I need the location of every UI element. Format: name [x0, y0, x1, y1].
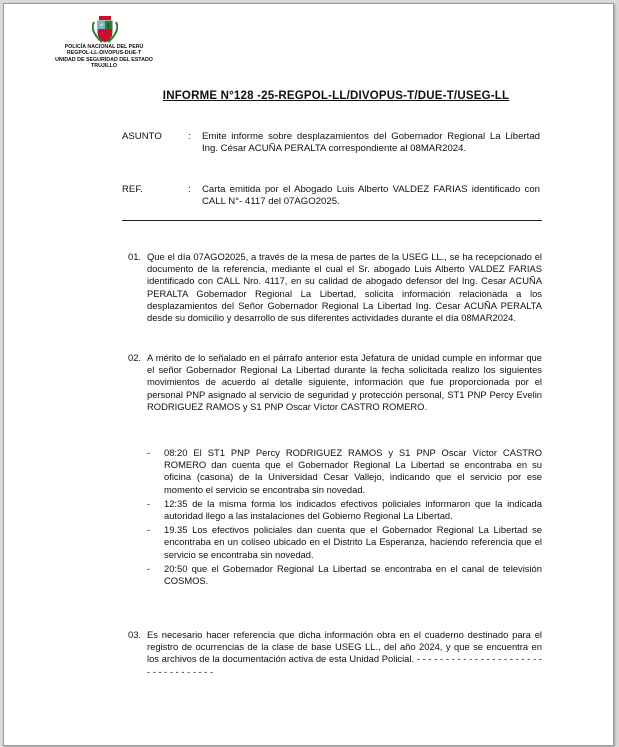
list-item-text: 20:50 que el Gobernador Regional La Libertad se encontraba en el canal de televisión COSMOS.: [164, 562, 542, 587]
header-divider: [122, 220, 542, 221]
peru-coat-of-arms-icon: [92, 15, 118, 45]
ref-label: REF.: [122, 184, 143, 195]
institution-line: UNIDAD DE SEGURIDAD DEL ESTADO: [55, 56, 153, 63]
asunto-label: ASUNTO: [122, 131, 162, 142]
institution-line: REGPOL-LL-DIVOPUS-DUE-T: [66, 50, 142, 57]
list-item: [147, 447, 542, 496]
bullet-dash: -: [147, 447, 151, 458]
bullet-dash: -: [147, 562, 151, 574]
document-page: [3, 3, 614, 746]
ref-text: Carta emitida por el Abogado Luis Alberto VALDEZ FARIAS identificado con CALL N°- 4117 del 07AGO2025.: [202, 184, 540, 207]
list-item: [147, 524, 542, 561]
document-title: INFORME N°128 -25-REGPOL-LL/DIVOPUS-T/DUE-T/USEG-LL: [162, 90, 510, 102]
paragraph-text: Que el día 07AGO2025, a través de la mesa de partes de la USEG LL., se ha recepcionado el documento de la referencia, mediante el cual el Sr. abogado Luis Alberto VALDEZ FARIAS identificado con CALL Nro. 4117, en su calidad de abogado defensor del Ing. Cesar ACUÑA PERALTA Gobernador Regional La Libertad, solicita información relacionada a los desplazamientos del Señor Gobernador Regional La Libertad Ing. Cesar ACUÑA PERALTA desde su domicilio y desarrollo de sus diferentes actividades durante el día 08MAR2024.: [147, 251, 542, 324]
bullet-dash: -: [147, 524, 151, 536]
paragraph-number: 03.: [128, 629, 142, 640]
institution-header: [38, 44, 170, 70]
paragraph-text: Es necesario hacer referencia que dicha información obra en el cuaderno destinado para el registro de ocurrencias de la clase de base USEG LL., del año 2024, y que se encuentra en los archivos de la documentación activa de esta Unidad Policial. - - - - - - - - - - - - - - - - - - - - - - - - - - - - - - - - - -: [147, 629, 542, 677]
list-item-text: 12:35 de la misma forma los indicados efectivos policiales informaron que la indicada autoridad llego a las instalaciones del Gobierno Regional La Libertad.: [164, 497, 542, 522]
asunto-colon: :: [188, 131, 191, 142]
list-item: [147, 498, 542, 522]
list-item-text: 08:20 El ST1 PNP Percy RODRIGUEZ RAMOS y S1 PNP Oscar Víctor CASTRO ROMERO dan cuenta que el Gobernador Regional La Libertad se encontraba en su oficina (casona) de la Universidad Cesar Vallejo, indicando que el servicio por ese momento el servicio se encontraba sin novedad.: [164, 447, 542, 495]
ref-colon: :: [188, 184, 191, 195]
asunto-text: Emite informe sobre desplazamientos del Gobernador Regional La Libertad Ing. César ACUÑA PERALTA correspondiente al 08MAR2024.: [202, 131, 540, 154]
bullet-dash: -: [147, 497, 151, 509]
paragraph-number: 02.: [128, 352, 142, 363]
institution-line: POLICÍA NACIONAL DEL PERÚ: [64, 44, 144, 50]
movement-list: [147, 447, 542, 587]
list-item-text: 19.35 Los efectivos policiales dan cuenta que el Gobernador Regional La Libertad se encontraba en un coliseo ubicado en el Distrito La Esperanza, haciendo referencia que el servicio se encontraba sin novedad.: [164, 524, 542, 560]
list-item: [147, 563, 542, 587]
paragraph-number: 01.: [128, 251, 142, 262]
institution-line: TRUJILLO: [91, 63, 117, 70]
paragraph-text: A mérito de lo señalado en el párrafo anterior esta Jefatura de unidad cumple en informar que el señor Gobernador Regional La Libertad durante la fecha solicitada realizo los siguientes movimientos de acuerdo al detalle siguiente, información que fue proporcionada por el personal PNP asignado al servicio de seguridad y protección personal, ST1 PNP Percy Evelin RODRIGUEZ RAMOS y S1 PNP Oscar Víctor CASTRO ROMERO.: [147, 352, 542, 412]
